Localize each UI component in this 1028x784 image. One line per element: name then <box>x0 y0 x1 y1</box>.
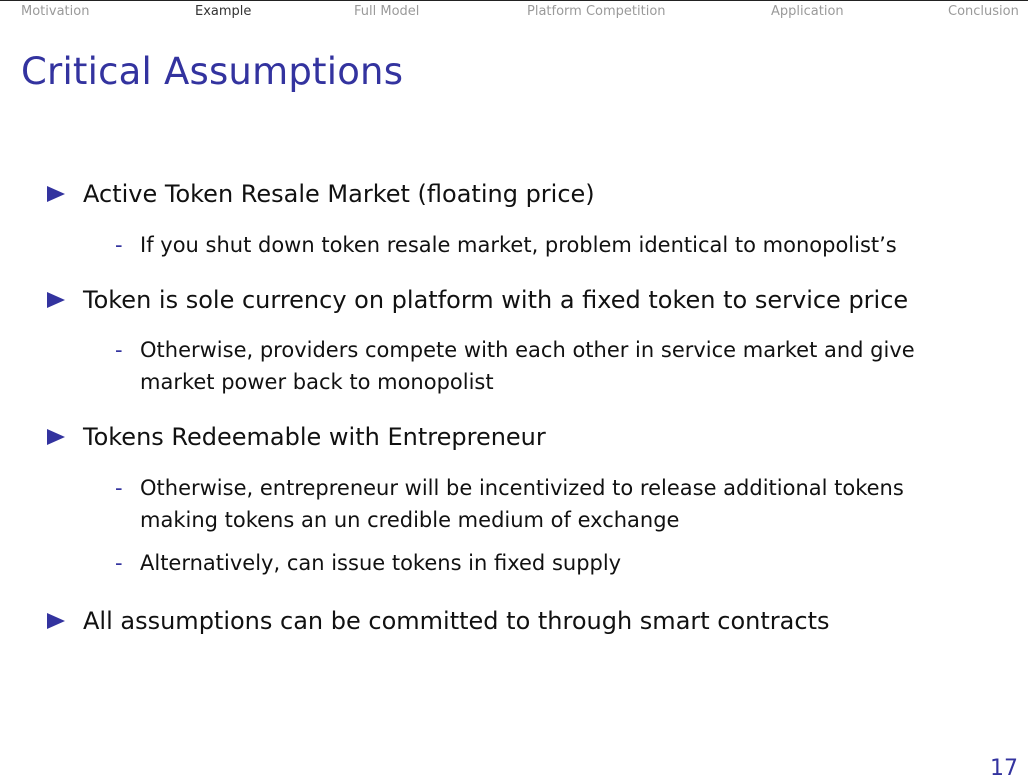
nav-item-conclusion[interactable]: Conclusion <box>948 4 1019 19</box>
sub-bullet-text-continued: making tokens an un credible medium of exchange <box>140 508 680 532</box>
nav-item-motivation[interactable]: Motivation <box>21 4 90 19</box>
sub-bullet-text: Otherwise, entrepreneur will be incentivized to release additional tokens <box>140 476 904 500</box>
triangle-bullet-icon <box>47 186 65 202</box>
bullet-text: Token is sole currency on platform with a fixed token to service price <box>83 286 909 314</box>
nav-item-platform-competition[interactable]: Platform Competition <box>527 4 666 19</box>
section-navigation <box>0 0 1028 24</box>
slide-title: Critical Assumptions <box>21 50 404 93</box>
bullet-text: All assumptions can be committed to through smart contracts <box>83 607 830 635</box>
triangle-bullet-icon <box>47 292 65 308</box>
dash-bullet-icon: - <box>115 476 123 500</box>
dash-bullet-icon: - <box>115 233 123 257</box>
nav-item-application[interactable]: Application <box>771 4 844 19</box>
page-number: 17 <box>990 756 1018 781</box>
dash-bullet-icon: - <box>115 551 123 575</box>
dash-bullet-icon: - <box>115 338 123 362</box>
triangle-bullet-icon <box>47 429 65 445</box>
bullet-text: Active Token Resale Market (floating price) <box>83 180 595 208</box>
sub-bullet-text: If you shut down token resale market, problem identical to monopolist’s <box>140 233 897 257</box>
sub-bullet-text: Alternatively, can issue tokens in fixed supply <box>140 551 622 575</box>
sub-bullet-text-continued: market power back to monopolist <box>140 370 494 394</box>
nav-item-example[interactable]: Example <box>195 4 252 19</box>
nav-item-full-model[interactable]: Full Model <box>354 4 420 19</box>
triangle-bullet-icon <box>47 613 65 629</box>
bullet-text: Tokens Redeemable with Entrepreneur <box>83 423 546 451</box>
sub-bullet-text: Otherwise, providers compete with each other in service market and give <box>140 338 915 362</box>
